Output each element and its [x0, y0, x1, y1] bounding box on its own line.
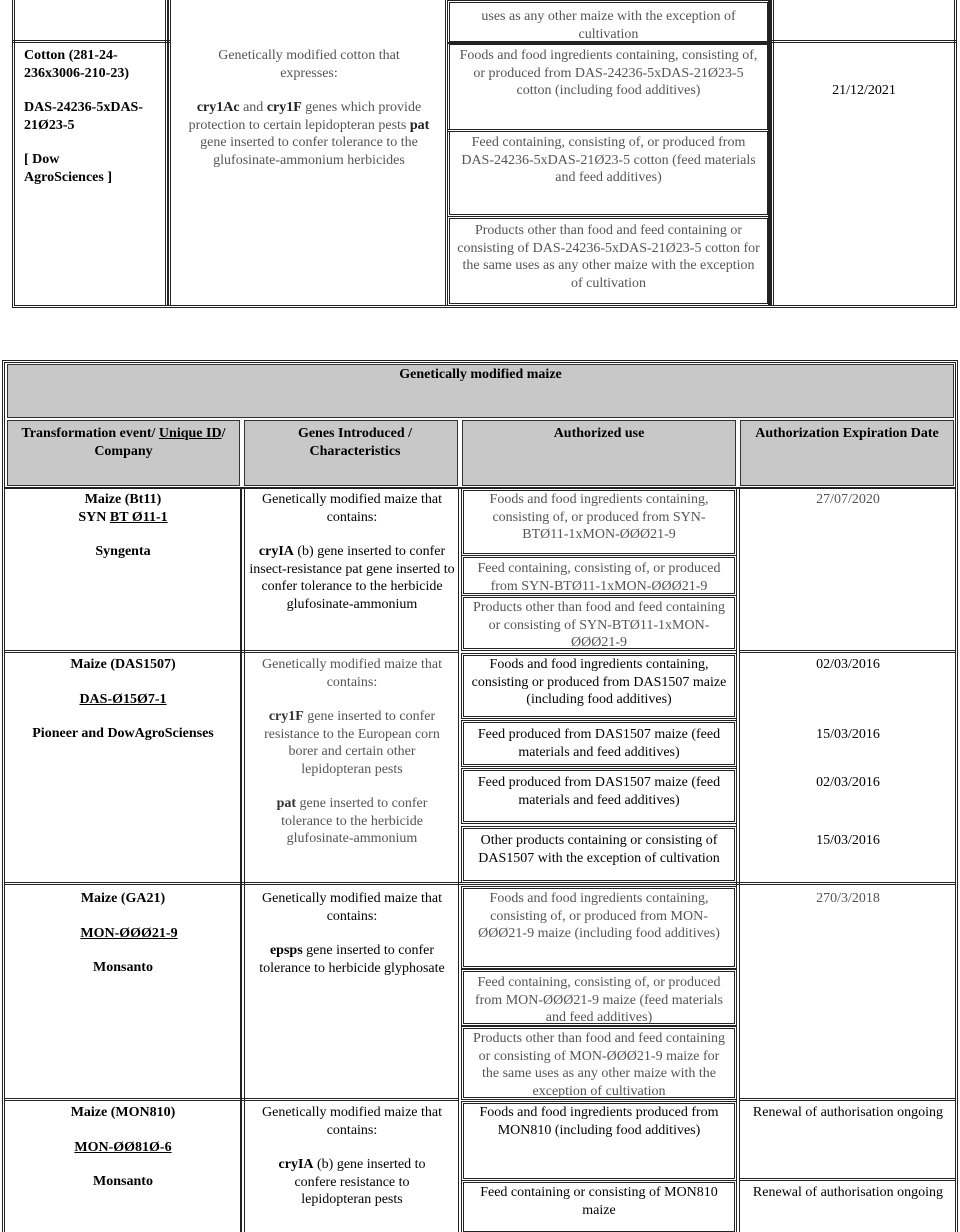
- ga21-event: Maize (GA21) MON-ØØØ21-9 Monsanto: [80, 891, 178, 975]
- cotton-use-food-text: Foods and food ingredients containing, consisting of, or produced from DAS-24236-5xDAS-21Ø23-5 cotton (including food additives): [459, 48, 758, 98]
- gene-cry1ac: cry1Ac: [196, 100, 240, 115]
- ga21-genes: Genetically modified maize that contains: epsps gene inserted to confer tolerance to herbicide glyphosate: [259, 891, 445, 976]
- das1507-use2-text: Feed produced from DAS1507 maize (feed materials and feed additives): [477, 727, 721, 760]
- ga21-use1-text: Foods and food ingredients containing, consisting of, or produced from MON-ØØØ21-9 maize (including food additives): [478, 891, 720, 941]
- das1507-use3-text: Feed produced from DAS1507 maize (feed materials and feed additives): [477, 775, 721, 808]
- maize-row-sep: [5, 882, 956, 885]
- mon810-use2-text: Feed containing or consisting of MON810 maize: [480, 1185, 718, 1218]
- das1507-use4-text: Other products containing or consisting of DAS1507 with the exception of cultivation: [478, 833, 720, 866]
- maize-row-sep: [5, 1098, 459, 1101]
- header-use: Authorized use: [553, 426, 645, 441]
- maize-col-sep: [240, 488, 245, 1232]
- das1507-date1: 02/03/2016: [816, 657, 880, 672]
- das1507-genes: Genetically modified maize that contains: cry1F gene inserted to confer resistance to the European corn borer and certain other lepidopteran pests pat gene inserted to confer tolerance to the herbicide glufosinate-ammonium: [262, 657, 442, 846]
- das1507-date3: 02/03/2016: [816, 775, 880, 790]
- maize-col-sep: [736, 488, 740, 1232]
- mon810-use1-text: Foods and food ingredients produced from MON810 (including food additives): [479, 1105, 719, 1138]
- mon810-date1: Renewal of authorisation ongoing: [752, 1105, 944, 1120]
- maize-row-sep: [740, 650, 956, 653]
- ga21-use2-text: Feed containing, consisting of, or produced from MON-ØØØ21-9 maize (feed materials and feed additives): [474, 975, 724, 1025]
- gene-cry1f: cry1F: [266, 100, 302, 115]
- maize-col-sep: [458, 488, 462, 1232]
- bt11-use3-text: Products other than food and feed containing or consisting of SYN-BTØ11-1xMON-ØØØ21-9: [473, 600, 725, 650]
- das1507-date2: 15/03/2016: [816, 727, 880, 742]
- header-expiry: Authorization Expiration Date: [755, 426, 939, 441]
- ga21-use3-text: Products other than food and feed containing or consisting of MON-ØØØ21-9 maize for the same uses as any other maize with the exception of cultivation: [473, 1031, 725, 1099]
- cotton-use-top-text: uses as any other maize with the exception of cultivation: [481, 9, 736, 42]
- header-genes: Genes Introduced / Characteristics: [297, 426, 413, 459]
- bt11-genes: Genetically modified maize that contains: cryIA (b) gene inserted to confer insect-resistance pat gene inserted to confer tolerance to the herbicide glufosinate-ammonium: [249, 492, 455, 612]
- cotton-use-feed-text: Feed containing, consisting of, or produced from DAS-24236-5xDAS-21Ø23-5 cotton (feed materials and feed additives): [461, 135, 756, 185]
- ga21-date: 270/3/2018: [816, 891, 880, 906]
- maize-row-sep: [740, 1178, 956, 1181]
- bt11-date: 27/07/2020: [816, 492, 880, 507]
- bt11-use1-text: Foods and food ingredients containing, consisting of, or produced from SYN-BTØ11-1xMON-ØØØ21-9: [489, 492, 709, 542]
- cotton-expiry-date: 21/12/2021: [832, 83, 896, 98]
- mon810-date2: Renewal of authorisation ongoing: [752, 1185, 944, 1200]
- cotton-row-sep: [771, 40, 957, 46]
- das1507-use1-text: Foods and food ingredients containing, consisting or produced from DAS1507 maize (including food additives): [471, 657, 727, 707]
- das1507-event: Maize (DAS1507) DAS-Ø15Ø7-1 Pioneer and DowAgroScienses: [32, 657, 214, 741]
- cotton-genes: Genetically modified cotton that expresses: cry1Ac and cry1F genes which provide protection to certain lepidopteran pests pat gene inserted to confer tolerance to the glufosinate-ammonium herbicides: [188, 48, 430, 168]
- cotton-use-other-text: Products other than food and feed containing or consisting of DAS-24236-5xDAS-21Ø23-5 cotton for the same uses as any other maize with the exception of cultivation: [457, 223, 760, 291]
- mon810-event: Maize (MON810) MON-ØØ81Ø-6 Monsanto: [70, 1105, 176, 1189]
- cotton-row-sep: [12, 40, 170, 46]
- bt11-use2-text: Feed containing, consisting of, or produced from SYN-BTØ11-1xMON-ØØØ21-9: [477, 561, 721, 594]
- maize-row-sep: [5, 650, 459, 653]
- bt11-event: Maize (Bt11) SYN BT Ø11-1 Syngenta: [78, 492, 168, 559]
- maize-row-sep: [740, 1098, 956, 1101]
- maize-title: Genetically modified maize: [399, 367, 562, 382]
- gene-pat: pat: [409, 117, 430, 133]
- cotton-event: Cotton (281-24- 236x3006-210-23) DAS-24236-5xDAS- 21Ø23-5 [ Dow AgroSciences ]: [24, 48, 143, 185]
- mon810-genes: Genetically modified maize that contains: cryIA (b) gene inserted to confere resistance to lepidopteran pests: [262, 1105, 442, 1207]
- das1507-date4: 15/03/2016: [816, 833, 880, 848]
- header-event: Transformation event/ Unique ID/ Company: [21, 426, 226, 459]
